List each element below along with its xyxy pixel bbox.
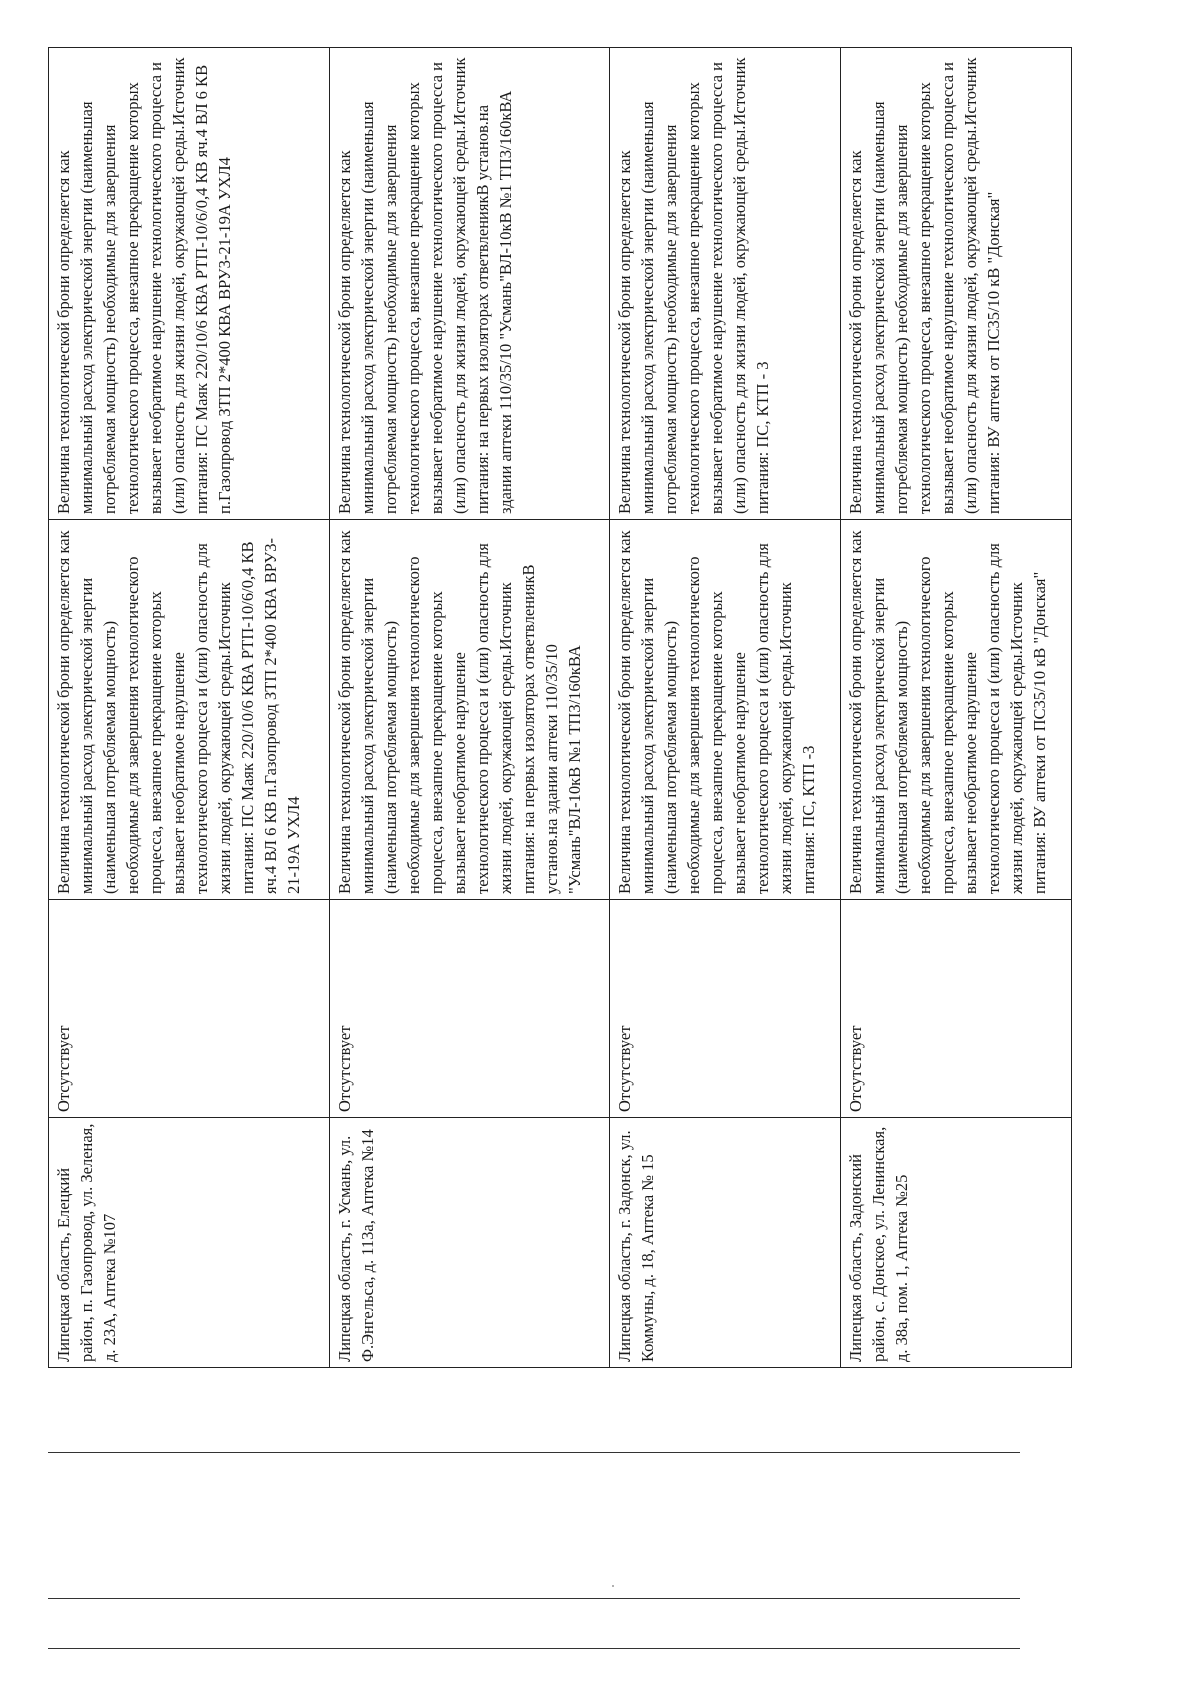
emergency-reserve-cell: Величина технологической брони определяется как минимальный расход электрической энергии (наименьшая потребляемая мощность) необходимые для завершения технологического процесса, внезапное прекращение которых вызывает необратимое нарушение технологического процесса и (или) опасность для жизни людей, окружающей среды.Источник питания: ВУ аптеки от ПС35/10 кВ "Донская" <box>841 48 1072 520</box>
signature-line <box>48 1452 1020 1453</box>
table-row <box>329 48 610 1368</box>
power-reserve-table <box>48 47 1072 1368</box>
table-row <box>610 48 841 1368</box>
technological-reserve-cell: Величина технологической брони определяется как минимальный расход электрической энергии (наименьшая потребляемая мощность) необходимые для завершения технологического процесса, внезапное прекращение которых вызывает необратимое нарушение технологического процесса и (или) опасность для жизни людей, окружающей среды.Источник питания: ПС Маяк 220/10/6 КВА РТП-10/6/0,4 КВ яч.4 ВЛ 6 КВ п.Газопровод ЗТП 2*400 КВА ВРУ3-21-19А УХЛ4 <box>49 520 330 900</box>
emergency-reserve-cell: Величина технологической брони определяется как минимальный расход электрической энергии (наименьшая потребляемая мощность) необходимые для завершения технологического процесса, внезапное прекращение которых вызывает необратимое нарушение технологического процесса и (или) опасность для жизни людей, окружающей среды.Источник питания: на первых изоляторах ответвлениякВ установ.на здании аптеки 110/35/10 "Усмань"ВЛ-10кВ №1 ТП3/160кВА <box>329 48 610 520</box>
signature-line <box>48 1598 1020 1599</box>
address-cell: Липецкая область, Елецкий район, п. Газопровод, ул. Зеленая, д. 23А, Аптека №107 <box>49 1118 330 1368</box>
absence-cell: Отсутствует <box>610 900 841 1118</box>
address-cell: Липецкая область, г. Задонск, ул. Коммуны, д. 18, Аптека № 15 <box>610 1118 841 1368</box>
technological-reserve-cell: Величина технологической брони определяется как минимальный расход электрической энергии (наименьшая потребляемая мощность) необходимые для завершения технологического процесса, внезапное прекращение которых вызывает необратимое нарушение технологического процесса и (или) опасность для жизни людей, окружающей среды.Источник питания: на первых изоляторах ответвлениякВ установ.на здании аптеки 110/35/10 "Усмань"ВЛ-10кВ №1 ТП3/160кВА <box>329 520 610 900</box>
signature-line <box>48 1648 1020 1649</box>
scan-artifact <box>612 1585 614 1587</box>
absence-cell: Отсутствует <box>841 900 1072 1118</box>
emergency-reserve-cell: Величина технологической брони определяется как минимальный расход электрической энергии (наименьшая потребляемая мощность) необходимые для завершения технологического процесса, внезапное прекращение которых вызывает необратимое нарушение технологического процесса и (или) опасность для жизни людей, окружающей среды.Источник питания: ПС, КТП - 3 <box>610 48 841 520</box>
technological-reserve-cell: Величина технологической брони определяется как минимальный расход электрической энергии (наименьшая потребляемая мощность) необходимые для завершения технологического процесса, внезапное прекращение которых вызывает необратимое нарушение технологического процесса и (или) опасность для жизни людей, окружающей среды.Источник питания: ПС, КТП -3 <box>610 520 841 900</box>
table-row <box>841 48 1072 1368</box>
rotated-table-wrapper <box>48 48 1072 1368</box>
absence-cell: Отсутствует <box>49 900 330 1118</box>
emergency-reserve-cell: Величина технологической брони определяется как минимальный расход электрической энергии (наименьшая потребляемая мощность) необходимые для завершения технологического процесса, внезапное прекращение которых вызывает необратимое нарушение технологического процесса и (или) опасность для жизни людей, окружающей среды.Источник питания: ПС Маяк 220/10/6 КВА РТП-10/6/0,4 КВ яч.4 ВЛ 6 КВ п.Газопровод ЗТП 2*400 КВА ВРУ3-21-19А УХЛ4 <box>49 48 330 520</box>
table-row <box>49 48 330 1368</box>
address-cell: Липецкая область, Задонский район, с. Донское, ул. Ленинская, д. 38а, пом. 1, Аптека №25 <box>841 1118 1072 1368</box>
technological-reserve-cell: Величина технологической брони определяется как минимальный расход электрической энергии (наименьшая потребляемая мощность) необходимые для завершения технологического процесса, внезапное прекращение которых вызывает необратимое нарушение технологического процесса и (или) опасность для жизни людей, окружающей среды.Источник питания: ВУ аптеки от ПС35/10 кВ "Донская" <box>841 520 1072 900</box>
address-cell: Липецкая область, г. Усмань, ул. Ф.Энгельса, д. 113а, Аптека №14 <box>329 1118 610 1368</box>
absence-cell: Отсутствует <box>329 900 610 1118</box>
